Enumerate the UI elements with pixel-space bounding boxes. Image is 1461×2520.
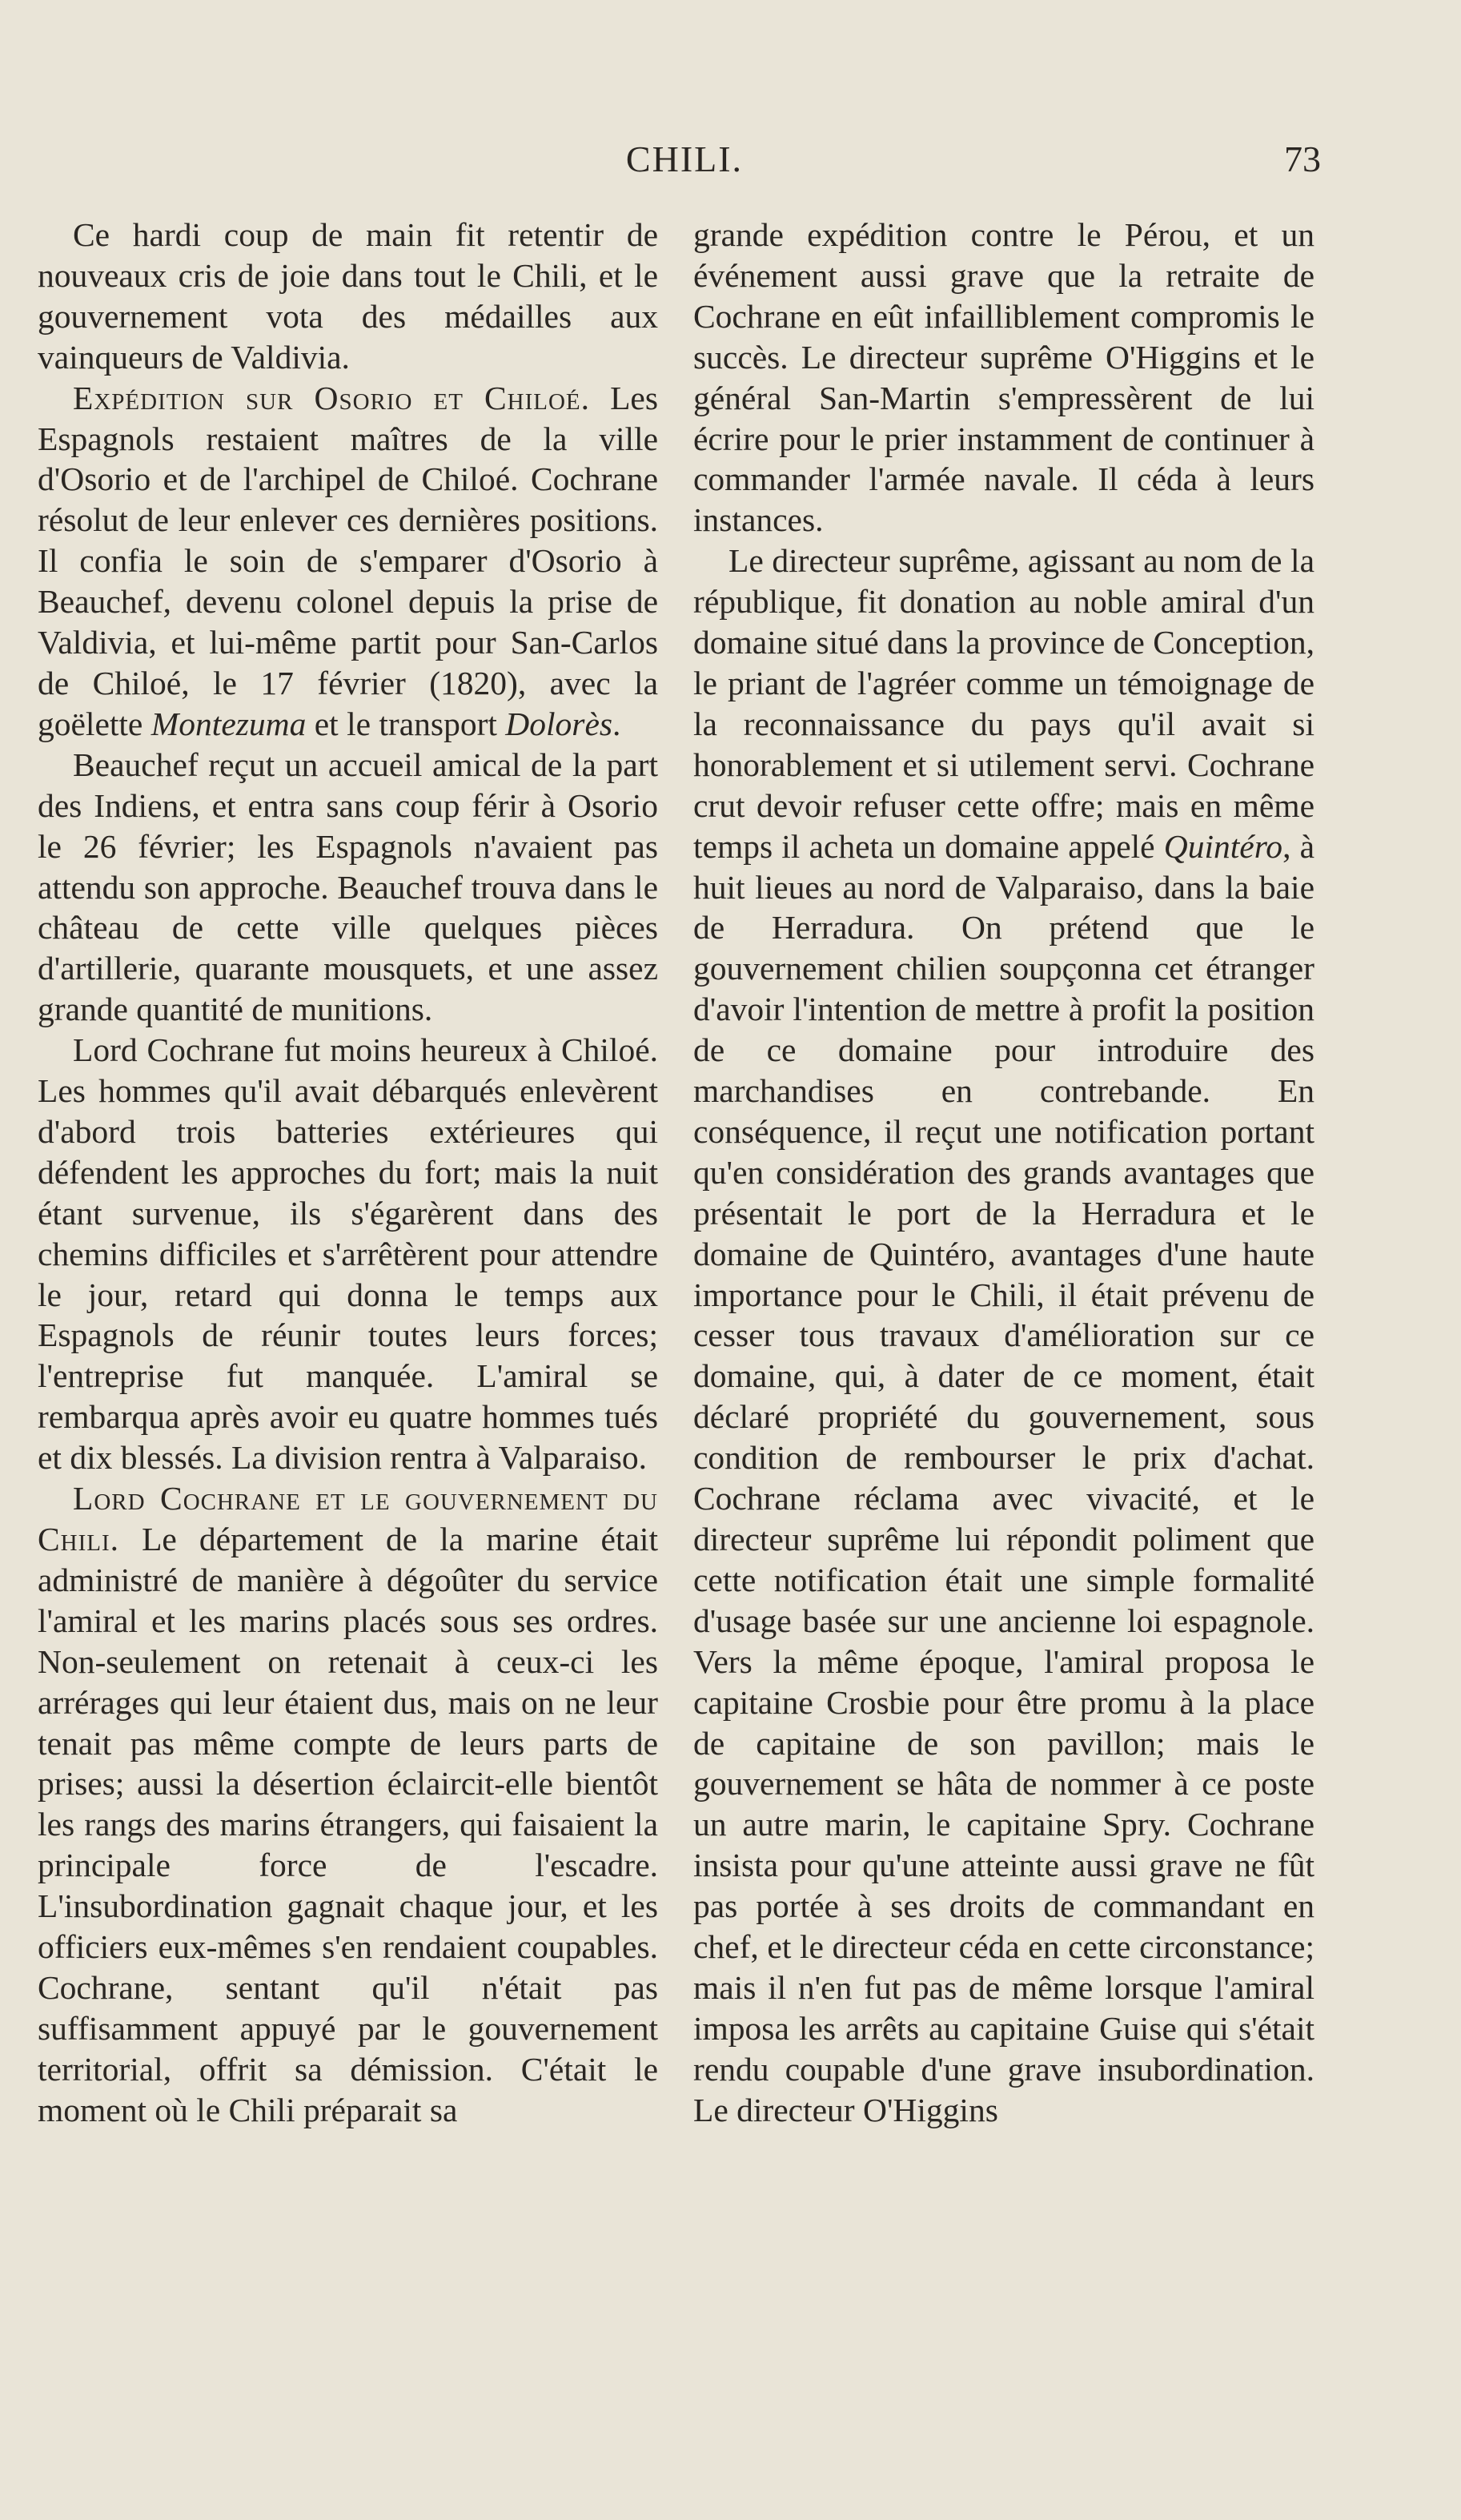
estate-name: Quintéro [1163, 827, 1283, 865]
paragraph: Lord Cochrane et le gouvernement du Chili. Le département de la marine était administré de manière à dégoûter du service l'amiral et les marins placés sous ses ordres. Non-seulement on retenait à ceux-ci les arrérages qui leur étaient dus, mais on ne leur tenait pas même compte de leurs parts de prises; aussi la désertion éclaircit-elle bientôt les rangs des marins étrangers, qui faisaient la principale force de l'escadre. L'insubordination gagnait chaque jour, et les officiers eux-mêmes s'en rendaient coupables. Cochrane, sentant qu'il n'était pas suffisamment appuyé par le gouvernement territorial, offrit sa démission. C'était le moment où le Chili préparait sa [38, 1480, 658, 2128]
paragraph-continuation: grande expédition contre le Pérou, et un événement aussi grave que la retraite de Cochrane en eût infailliblement compromis le succès. Le directeur suprême O'Higgins et le général San-Martin s'empressèrent de lui écrire pour le prier instamment de continuer à commander l'armée navale. Il céda à leurs instances. [693, 216, 1314, 539]
section-heading: Lord Cochrane et le gouvernement du Chili. [38, 1480, 658, 1557]
paragraph: Le directeur suprême, agissant au nom de la république, fit donation au noble amiral d'un domaine situé dans la province de Conception, le priant de l'agréer comme un témoignage de la reconnaissance du pays qu'il avait si honorablement et si utilement servi. Cochrane crut devoir refuser cette offre; mais en même temps il acheta un domaine appelé Quintéro, à huit lieues au nord de Valparaiso, dans la baie de Herradura. On prétend que le gouvernement chilien soupçonna cet étranger d'avoir l'intention de mettre à profit la position de ce domaine pour introduire des marchandises en contrebande. En conséquence, il reçut une notification portant qu'en considération des grands avantages que présentait le port de la Herradura et le domaine de Quintéro, avantages d'une haute importance pour le Chili, il était prévenu de cesser tous travaux d'amélioration sur ce domaine, qui, à dater de ce moment, était déclaré propriété du gouvernement, sous condition de rembourser le prix d'achat. Cochrane réclama avec vivacité, et le directeur suprême lui répondit poliment que cette notification était une simple formalité d'usage basée sur une ancienne loi espagnole. Vers la même époque, l'amiral proposa le capitaine Crosbie pour être promu à la place de capitaine de son pavillon; mais le gouvernement se hâta de nommer à ce poste un autre marin, le capitaine Spry. Cochrane insista pour qu'une atteinte aussi grave ne fût pas portée à ses droits de commandant en chef, et le directeur céda en cette circonstance; mais il n'en fut pas de même lorsque l'amiral imposa les arrêts au capitaine Guise qui s'était rendu coupable d'une grave insubordination. Le directeur O'Higgins [693, 542, 1315, 2128]
right-column [693, 215, 1314, 2131]
paragraph: Expédition sur Osorio et Chiloé. Les Espagnols restaient maîtres de la ville d'Osorio et de l'archipel de Chiloé. Cochrane résolut de leur enlever ces dernières positions. Il confia le soin de s'emparer d'Osorio à Beauchef, devenu colonel depuis la prise de Valdivia, et lui-même partit pour San-Carlos de Chiloé, le 17 février (1820), avec la goëlette Montezuma et le transport Dolorès. [38, 379, 658, 742]
left-column [38, 215, 658, 2131]
paragraph: Lord Cochrane fut moins heureux à Chiloé. Les hommes qu'il avait débarqués enlevèrent d'abord trois batteries extérieures qui défendent les approches du fort; mais la nuit étant survenue, ils s'égarèrent dans des chemins difficiles et s'arrêtèrent pour attendre le jour, retard qui donna le temps aux Espagnols de réunir toutes leurs forces; l'entreprise fut manquée. L'amiral se rembarqua après avoir eu quatre hommes tués et dix blessés. La division rentra à Valparaiso. [38, 1031, 658, 1477]
paragraph: Beauchef reçut un accueil amical de la part des Indiens, et entra sans coup férir à Osorio le 26 février; les Espagnols n'avaient pas attendu son approche. Beauchef trouva dans le château de cette ville quelques pièces d'artillerie, quarante mousquets, et une assez grande quantité de munitions. [38, 746, 658, 1028]
running-head [48, 138, 1321, 186]
ship-name: Montezuma [151, 705, 307, 742]
page-number: 73 [1284, 139, 1321, 179]
running-head-title: CHILI. [625, 139, 744, 179]
paragraph: Ce hardi coup de main fit retentir de nouveaux cris de joie dans tout le Chili, et le gouvernement vota des médailles aux vainqueurs de Valdivia. [38, 216, 658, 376]
ship-name: Dolorès [505, 705, 613, 742]
section-heading: Expédition sur Osorio et Chiloé. [73, 379, 591, 416]
